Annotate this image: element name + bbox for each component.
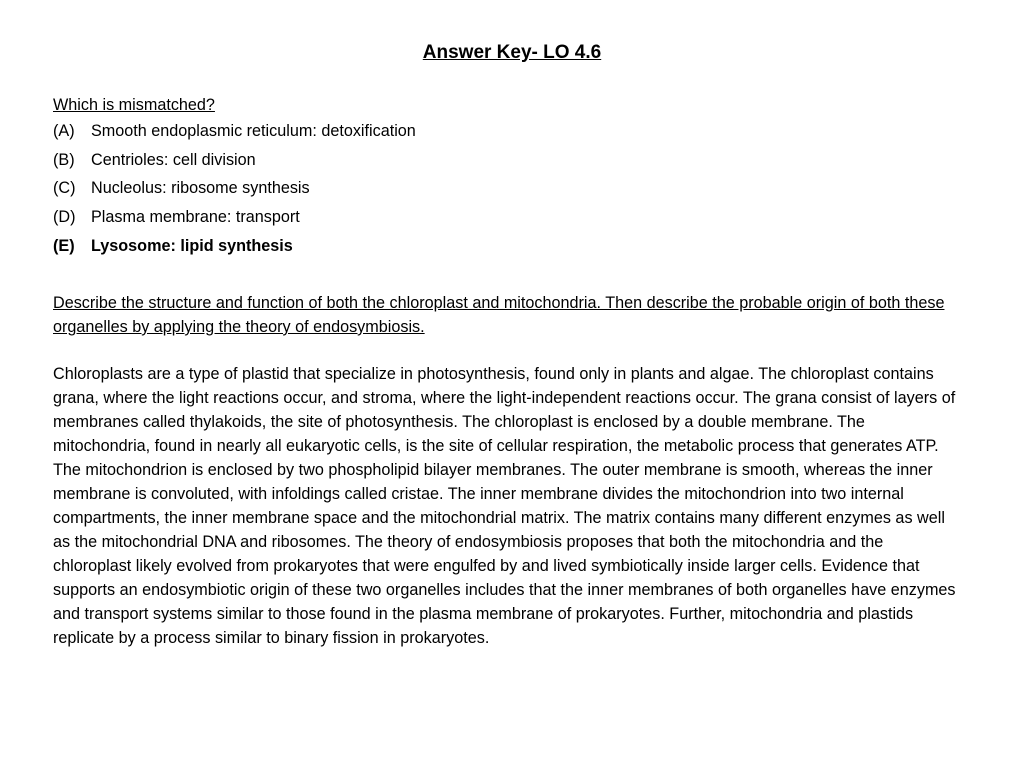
choice-letter: (B): [53, 150, 75, 169]
choice-c: [53, 174, 958, 203]
choice-d: [53, 203, 958, 232]
essay-answer: Chloroplasts are a type of plastid that specialize in photosynthesis, found only in plants and algae. The chloroplast contains grana, where the light reactions occur, and stroma, where the light-independent reactions occur. The grana consist of layers of membranes called thylakoids, the site of photosynthesis. The chloroplast is enclosed by a double membrane. The mitochondria, found in nearly all eukaryotic cells, is the site of cellular respiration, the metabolic process that generates ATP. The mitochondrion is enclosed by two phospholipid bilayer membranes. The outer membrane is smooth, whereas the inner membrane is convoluted, with infoldings called cristae. The inner membrane divides the mitochondrion into two internal compartments, the inner membrane space and the mitochondrial matrix. The matrix contains many different enzymes as well as the mitochondrial DNA and ribosomes. The theory of endosymbiosis proposes that both the mitochondria and the chloroplast likely evolved from prokaryotes that were engulfed by and lived symbiotically inside larger cells. Evidence that supports an endosymbiotic origin of these two organelles includes that the inner membranes of both organelles have enzymes and transport systems similar to those found in the plasma membrane of prokaryotes. Further, mitochondria and plastids replicate by a process similar to binary fission in prokaryotes.: [53, 364, 956, 647]
slide-content: [53, 93, 958, 650]
choice-text: Lysosome: lipid synthesis: [91, 236, 293, 255]
choice-letter: (A): [53, 122, 75, 141]
question-text: Which is mismatched?: [53, 96, 215, 114]
choice-text: Smooth endoplasmic reticulum: detoxification: [91, 122, 416, 141]
choice-text: Plasma membrane: transport: [91, 208, 300, 227]
choice-b: [53, 146, 958, 175]
choice-a: [53, 117, 958, 146]
choice-e-correct-answer: [53, 231, 958, 260]
choice-letter: (C): [53, 179, 76, 198]
choice-letter: (E): [53, 236, 75, 255]
choice-text: Nucleolus: ribosome synthesis: [91, 179, 310, 198]
choice-letter: (D): [53, 208, 76, 227]
essay-prompt: Describe the structure and function of both the chloroplast and mitochondria. Then describe the probable origin of both these organelles by applying the theory of endosymbiosis.: [53, 293, 945, 336]
choice-text: Centrioles: cell division: [91, 150, 256, 169]
answer-choices: [53, 117, 958, 260]
slide-title: Answer Key- LO 4.6: [422, 42, 602, 63]
